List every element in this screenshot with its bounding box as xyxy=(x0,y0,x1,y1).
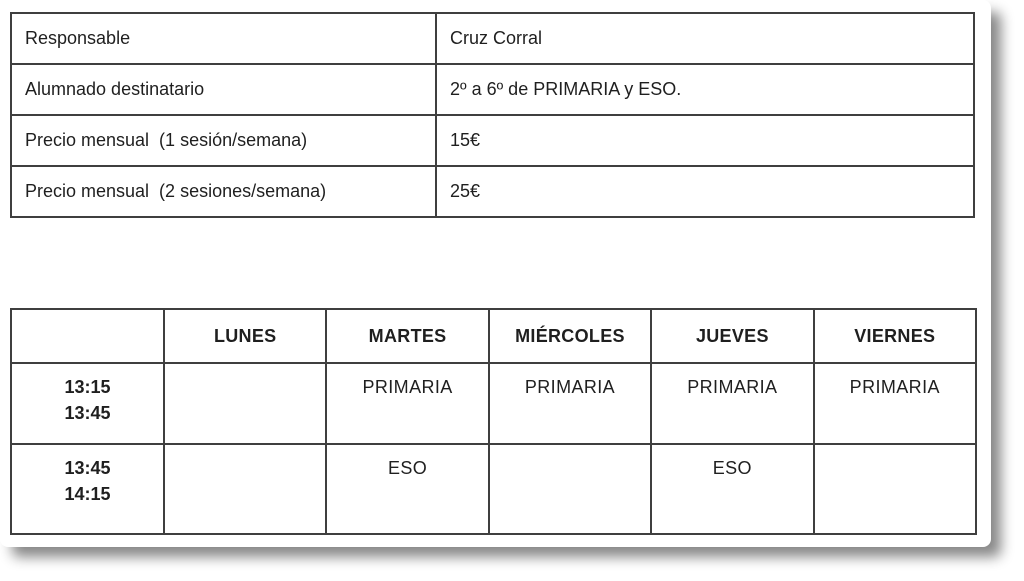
info-label-precio-1-sesion: Precio mensual (1 sesión/semana) xyxy=(11,115,436,166)
info-value-responsable: Cruz Corral xyxy=(436,13,974,64)
day-header-jueves: JUEVES xyxy=(651,309,813,363)
time-end: 14:15 xyxy=(64,484,111,505)
schedule-row-1345 xyxy=(11,444,976,534)
info-table xyxy=(10,12,975,218)
schedule-cell-lunes-2 xyxy=(164,444,326,534)
schedule-row-1315 xyxy=(11,363,976,444)
schedule-cell-lunes-1 xyxy=(164,363,326,444)
schedule-table xyxy=(10,308,977,535)
schedule-cell-viernes-2 xyxy=(814,444,976,534)
info-value-precio-2-sesiones: 25€ xyxy=(436,166,974,217)
info-row xyxy=(11,13,974,64)
schedule-cell-jueves-1: PRIMARIA xyxy=(651,363,813,444)
schedule-cell-miercoles-1: PRIMARIA xyxy=(489,363,651,444)
info-row xyxy=(11,115,974,166)
day-header-viernes: VIERNES xyxy=(814,309,976,363)
info-value-precio-1-sesion: 15€ xyxy=(436,115,974,166)
time-start: 13:15 xyxy=(64,377,111,397)
day-header-miercoles: MIÉRCOLES xyxy=(489,309,651,363)
time-cell-1315-1345 xyxy=(11,363,164,444)
time-end: 13:45 xyxy=(64,403,111,424)
day-header-martes: MARTES xyxy=(326,309,488,363)
info-label-precio-2-sesiones: Precio mensual (2 sesiones/semana) xyxy=(11,166,436,217)
schedule-cell-jueves-2: ESO xyxy=(651,444,813,534)
info-row xyxy=(11,166,974,217)
info-label-alumnado: Alumnado destinatario xyxy=(11,64,436,115)
schedule-cell-martes-1: PRIMARIA xyxy=(326,363,488,444)
time-start: 13:45 xyxy=(64,458,111,478)
info-row xyxy=(11,64,974,115)
info-label-responsable: Responsable xyxy=(11,13,436,64)
info-value-alumnado: 2º a 6º de PRIMARIA y ESO. xyxy=(436,64,974,115)
day-header-lunes: LUNES xyxy=(164,309,326,363)
schedule-corner-cell xyxy=(11,309,164,363)
schedule-cell-martes-2: ESO xyxy=(326,444,488,534)
schedule-header-row xyxy=(11,309,976,363)
time-cell-1345-1415 xyxy=(11,444,164,534)
schedule-cell-miercoles-2 xyxy=(489,444,651,534)
schedule-cell-viernes-1: PRIMARIA xyxy=(814,363,976,444)
